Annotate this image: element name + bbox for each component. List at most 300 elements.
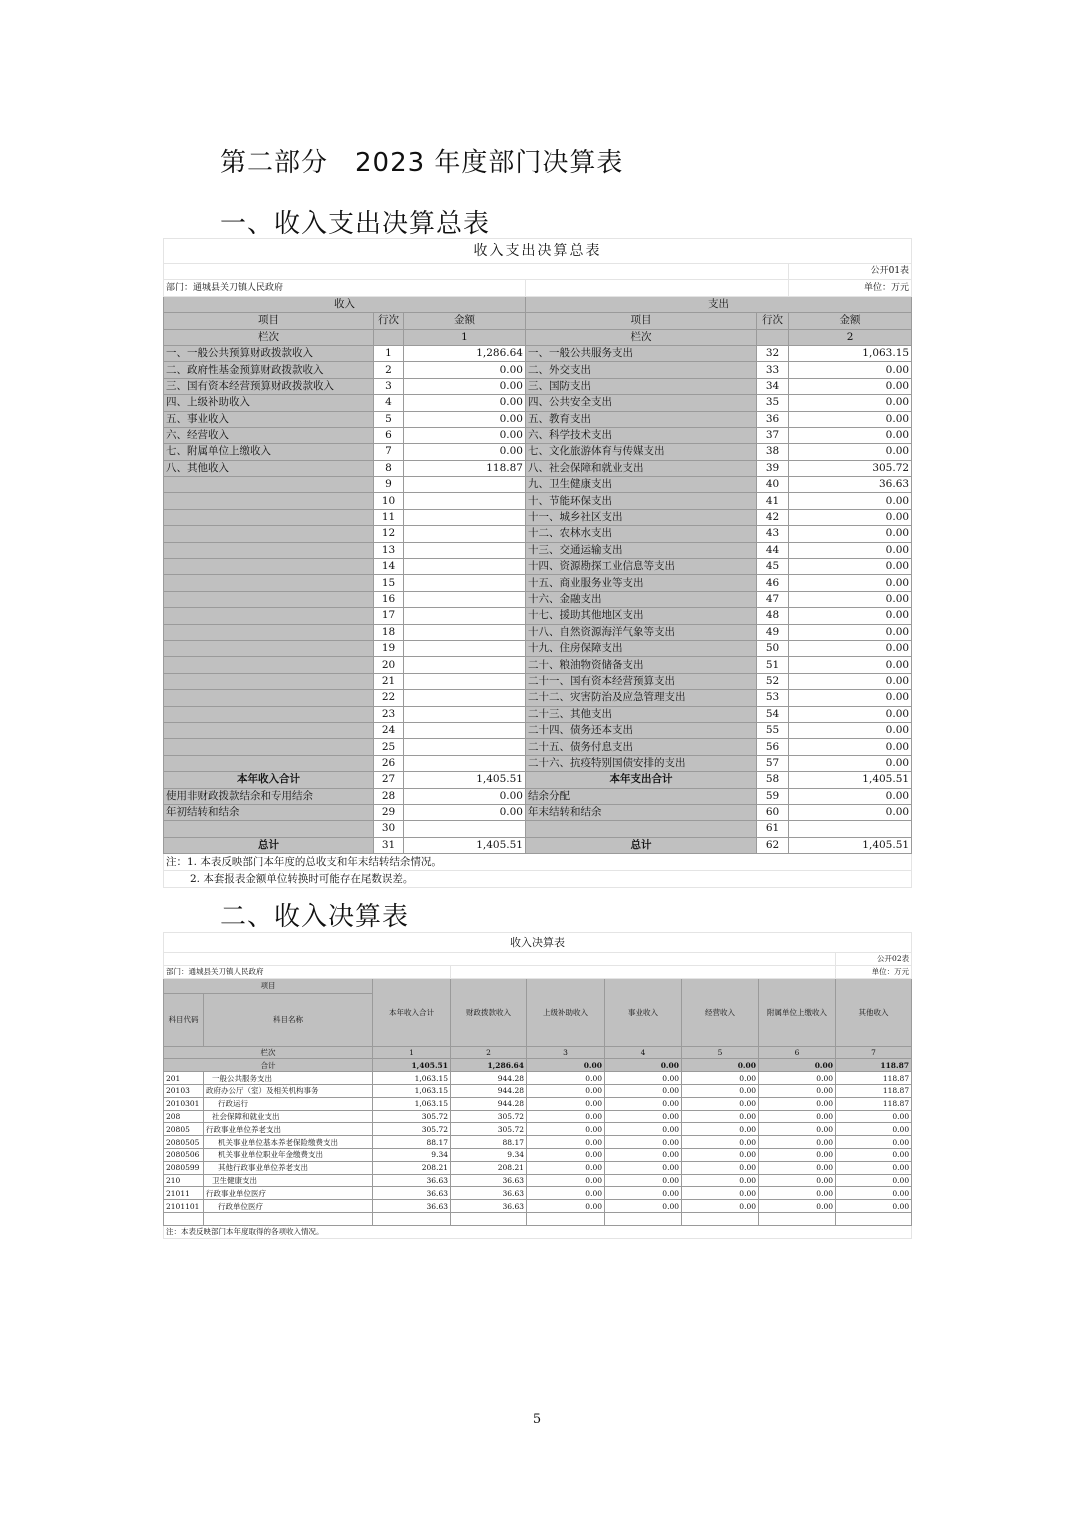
expense-item-name: 十五、商业服务业等支出 — [526, 575, 757, 591]
table-row — [164, 427, 912, 443]
income-value: 9.34 — [451, 1148, 527, 1161]
expense-item-name: 二十一、国有资本经营预算支出 — [526, 673, 757, 689]
part-heading: 第二部分 2023 年度部门决算表 — [220, 148, 624, 178]
expense-item-name: 年末结转和结余 — [526, 804, 757, 820]
income-item-name — [164, 477, 374, 493]
income-row-no: 13 — [374, 542, 404, 558]
section-heading-income: 二、收入决算表 — [220, 902, 410, 932]
lanci-number: 7 — [836, 1046, 912, 1059]
expense-item-name: 二十二、灾害防治及应急管理支出 — [526, 690, 757, 706]
income-item-name — [164, 542, 374, 558]
lanci-number: 2 — [451, 1046, 527, 1059]
expense-item-name: 十三、交通运输支出 — [526, 542, 757, 558]
income-value: 1,063.15 — [373, 1097, 451, 1110]
income-row-no: 31 — [374, 837, 404, 853]
income-value: 1,063.15 — [373, 1072, 451, 1085]
table-row — [164, 526, 912, 542]
expense-amount: 36.63 — [789, 477, 912, 493]
expense-amount: 0.00 — [789, 395, 912, 411]
income-row-no: 11 — [374, 509, 404, 525]
income-row-no: 15 — [374, 575, 404, 591]
income-amount: 1,405.51 — [404, 772, 526, 788]
expense-item-name: 十四、资源勘探工业信息等支出 — [526, 559, 757, 575]
table-row — [164, 788, 912, 804]
income-row-no: 27 — [374, 772, 404, 788]
income-value: 0.00 — [605, 1148, 682, 1161]
income-value: 0.00 — [759, 1161, 836, 1174]
income-item-name — [164, 690, 374, 706]
income-value: 118.87 — [836, 1084, 912, 1097]
income-value: 305.72 — [373, 1123, 451, 1136]
table-row — [164, 722, 912, 738]
income-item-name — [164, 821, 374, 837]
table2-dept: 部门：通城县关刀镇人民政府 — [164, 965, 451, 978]
income-amount — [404, 575, 526, 591]
income-amount: 0.00 — [404, 362, 526, 378]
expense-row-no: 50 — [757, 640, 789, 656]
col-row: 行次 — [757, 313, 789, 329]
income-row-no: 24 — [374, 722, 404, 738]
income-item-name — [164, 706, 374, 722]
expense-item-name: 十七、援助其他地区支出 — [526, 608, 757, 624]
expense-item-name: 二十六、抗疫特别国债安排的支出 — [526, 755, 757, 771]
expense-amount: 0.00 — [789, 804, 912, 820]
income-item-name — [164, 722, 374, 738]
table-row — [164, 1110, 912, 1123]
table-row — [164, 673, 912, 689]
col-amount: 金额 — [789, 313, 912, 329]
income-item-name: 六、经营收入 — [164, 427, 374, 443]
table-row — [164, 624, 912, 640]
income-value: 0.00 — [836, 1136, 912, 1149]
col-amount: 金额 — [404, 313, 526, 329]
expense-item-name: 十八、自然资源海洋气象等支出 — [526, 624, 757, 640]
subject-name: 卫生健康支出 — [204, 1174, 373, 1187]
income-value: 36.63 — [451, 1200, 527, 1213]
income-amount — [404, 755, 526, 771]
income-value: 305.72 — [451, 1123, 527, 1136]
income-value: 0.00 — [759, 1084, 836, 1097]
expense-row-no: 49 — [757, 624, 789, 640]
table-row — [164, 411, 912, 427]
table-row — [164, 690, 912, 706]
expense-row-no: 33 — [757, 362, 789, 378]
income-row-no: 14 — [374, 559, 404, 575]
income-value: 88.17 — [451, 1136, 527, 1149]
col-fiscal: 财政拨款收入 — [451, 978, 527, 1046]
table1-title: 收入支出决算总表 — [164, 239, 912, 264]
col-code: 科目代码 — [164, 993, 204, 1046]
income-value: 0.00 — [836, 1161, 912, 1174]
table2-title: 收入决算表 — [164, 933, 912, 953]
subject-name: 行政事业单位养老支出 — [204, 1123, 373, 1136]
table-row — [164, 559, 912, 575]
income-value: 0.00 — [605, 1136, 682, 1149]
income-item-name: 本年收入合计 — [164, 772, 374, 788]
income-value: 0.00 — [836, 1123, 912, 1136]
income-item-name — [164, 509, 374, 525]
expense-row-no: 37 — [757, 427, 789, 443]
income-value: 0.00 — [605, 1110, 682, 1123]
income-item-name: 年初结转和结余 — [164, 804, 374, 820]
expense-row-no: 44 — [757, 542, 789, 558]
income-amount — [404, 477, 526, 493]
income-row-no: 10 — [374, 493, 404, 509]
income-value: 0.00 — [527, 1110, 605, 1123]
table1-dept: 部门：通城县关刀镇人民政府 — [164, 280, 526, 296]
col-name: 科目名称 — [204, 993, 373, 1046]
subject-code: 2080506 — [164, 1148, 204, 1161]
income-row-no: 22 — [374, 690, 404, 706]
expense-row-no: 53 — [757, 690, 789, 706]
sum-value: 1,286.64 — [451, 1059, 527, 1072]
expense-item-name: 九、卫生健康支出 — [526, 477, 757, 493]
expense-amount: 0.00 — [789, 640, 912, 656]
expense-row-no: 51 — [757, 657, 789, 673]
sum-value: 0.00 — [605, 1059, 682, 1072]
sum-value: 0.00 — [682, 1059, 759, 1072]
table1-form-no: 公开01表 — [789, 264, 912, 280]
subject-name: 社会保障和就业支出 — [204, 1110, 373, 1123]
income-amount: 0.00 — [404, 411, 526, 427]
expense-item-name: 结余分配 — [526, 788, 757, 804]
subject-code: 2010301 — [164, 1097, 204, 1110]
income-value: 0.00 — [759, 1123, 836, 1136]
table-row — [164, 591, 912, 607]
table2-note: 注：本表反映部门本年度取得的各项收入情况。 — [164, 1225, 912, 1238]
income-row-no: 8 — [374, 460, 404, 476]
income-amount — [404, 608, 526, 624]
income-amount — [404, 690, 526, 706]
table-row — [164, 755, 912, 771]
expense-row-no: 36 — [757, 411, 789, 427]
expense-item-name: 十二、农林水支出 — [526, 526, 757, 542]
income-value: 0.00 — [527, 1187, 605, 1200]
income-value: 0.00 — [759, 1200, 836, 1213]
income-value: 0.00 — [682, 1136, 759, 1149]
income-table — [163, 932, 912, 1239]
expense-item-name: 三、国防支出 — [526, 378, 757, 394]
table-row — [164, 837, 912, 853]
table2-unit: 单位：万元 — [836, 965, 912, 978]
income-value: 36.63 — [451, 1187, 527, 1200]
expense-row-no: 38 — [757, 444, 789, 460]
income-value: 0.00 — [682, 1097, 759, 1110]
income-row-no: 25 — [374, 739, 404, 755]
income-value: 944.28 — [451, 1097, 527, 1110]
expense-item-name — [526, 821, 757, 837]
income-value: 0.00 — [682, 1084, 759, 1097]
income-value: 0.00 — [527, 1161, 605, 1174]
income-value: 0.00 — [682, 1123, 759, 1136]
income-row-no: 21 — [374, 673, 404, 689]
income-value: 0.00 — [682, 1187, 759, 1200]
section-heading-income-expense: 一、收入支出决算总表 — [220, 209, 491, 239]
income-value: 0.00 — [682, 1161, 759, 1174]
expense-amount: 0.00 — [789, 362, 912, 378]
income-row-no: 16 — [374, 591, 404, 607]
expense-amount — [789, 821, 912, 837]
income-value: 0.00 — [682, 1148, 759, 1161]
subject-code: 20805 — [164, 1123, 204, 1136]
expense-amount: 0.00 — [789, 624, 912, 640]
income-item-name — [164, 608, 374, 624]
expense-item-name: 七、文化旅游体育与传媒支出 — [526, 444, 757, 460]
expense-item-name: 二十五、债务付息支出 — [526, 739, 757, 755]
expense-item-name: 十、节能环保支出 — [526, 493, 757, 509]
income-value: 0.00 — [605, 1161, 682, 1174]
income-row-no: 28 — [374, 788, 404, 804]
table-row — [164, 575, 912, 591]
income-item-name: 七、附属单位上缴收入 — [164, 444, 374, 460]
col-item: 项目 — [164, 313, 374, 329]
expense-row-no: 45 — [757, 559, 789, 575]
subject-name: 政府办公厅（室）及相关机构事务 — [204, 1084, 373, 1097]
income-row-no: 19 — [374, 640, 404, 656]
expense-row-no: 35 — [757, 395, 789, 411]
table-row — [164, 1200, 912, 1213]
income-amount — [404, 559, 526, 575]
income-value: 0.00 — [605, 1200, 682, 1213]
income-value: 944.28 — [451, 1072, 527, 1085]
expense-amount: 0.00 — [789, 427, 912, 443]
expense-row-no: 40 — [757, 477, 789, 493]
income-value: 208.21 — [451, 1161, 527, 1174]
expense-amount: 0.00 — [789, 722, 912, 738]
table-row — [164, 739, 912, 755]
income-value: 0.00 — [605, 1084, 682, 1097]
lanci-number: 3 — [527, 1046, 605, 1059]
income-item-name — [164, 493, 374, 509]
expense-amount: 0.00 — [789, 608, 912, 624]
income-value: 0.00 — [682, 1200, 759, 1213]
subject-name: 行政运行 — [204, 1097, 373, 1110]
income-value: 36.63 — [451, 1174, 527, 1187]
table-row — [164, 1148, 912, 1161]
col-business: 事业收入 — [605, 978, 682, 1046]
table1-note-2: 2. 本套报表金额单位转换时可能存在尾数误差。 — [164, 871, 912, 888]
income-value: 0.00 — [836, 1200, 912, 1213]
income-amount — [404, 509, 526, 525]
expense-row-no: 43 — [757, 526, 789, 542]
table-row — [164, 378, 912, 394]
expense-item-name: 十九、住房保障支出 — [526, 640, 757, 656]
income-row-no: 17 — [374, 608, 404, 624]
income-item-name: 一、一般公共预算财政拨款收入 — [164, 345, 374, 361]
expense-amount: 0.00 — [789, 739, 912, 755]
expense-item-name: 六、科学技术支出 — [526, 427, 757, 443]
expense-row-no: 34 — [757, 378, 789, 394]
income-amount: 1,405.51 — [404, 837, 526, 853]
income-amount — [404, 739, 526, 755]
table1-unit: 单位：万元 — [789, 280, 912, 296]
income-value: 305.72 — [373, 1110, 451, 1123]
income-amount — [404, 706, 526, 722]
expense-row-no: 62 — [757, 837, 789, 853]
col-superior: 上级补助收入 — [527, 978, 605, 1046]
expense-row-no: 56 — [757, 739, 789, 755]
table-row — [164, 444, 912, 460]
expense-item-name: 四、公共安全支出 — [526, 395, 757, 411]
income-item-name — [164, 624, 374, 640]
table-row — [164, 1084, 912, 1097]
subject-code: 2080505 — [164, 1136, 204, 1149]
income-value: 0.00 — [605, 1174, 682, 1187]
income-item-name: 三、国有资本经营预算财政拨款收入 — [164, 378, 374, 394]
table-row — [164, 493, 912, 509]
income-value: 0.00 — [682, 1072, 759, 1085]
income-row-no: 9 — [374, 477, 404, 493]
col-project: 项目 — [164, 978, 373, 993]
expense-amount: 0.00 — [789, 690, 912, 706]
income-row-no: 5 — [374, 411, 404, 427]
income-amount: 0.00 — [404, 804, 526, 820]
income-item-name — [164, 559, 374, 575]
subject-name: 其他行政事业单位养老支出 — [204, 1161, 373, 1174]
income-value: 305.72 — [451, 1110, 527, 1123]
income-expense-summary-table — [163, 238, 912, 888]
table-row — [164, 542, 912, 558]
expense-amount: 0.00 — [789, 526, 912, 542]
income-row-no: 23 — [374, 706, 404, 722]
table1-note-1: 注：1. 本表反映部门本年度的总收支和年末结转结余情况。 — [164, 854, 912, 871]
col-row: 行次 — [374, 313, 404, 329]
sum-value: 1,405.51 — [373, 1059, 451, 1072]
income-value: 944.28 — [451, 1084, 527, 1097]
income-amount: 118.87 — [404, 460, 526, 476]
col-item: 项目 — [526, 313, 757, 329]
expense-amount: 0.00 — [789, 378, 912, 394]
expense-item-name: 二十三、其他支出 — [526, 706, 757, 722]
income-value: 0.00 — [527, 1136, 605, 1149]
expense-item-name: 二十四、债务还本支出 — [526, 722, 757, 738]
expense-amount: 0.00 — [789, 575, 912, 591]
income-value: 0.00 — [527, 1174, 605, 1187]
subject-code: 201 — [164, 1072, 204, 1085]
table-row — [164, 1097, 912, 1110]
income-amount: 0.00 — [404, 788, 526, 804]
expense-item-name: 本年支出合计 — [526, 772, 757, 788]
expense-amount: 0.00 — [789, 657, 912, 673]
subject-name: 机关事业单位基本养老保险缴费支出 — [204, 1136, 373, 1149]
income-item-name: 五、事业收入 — [164, 411, 374, 427]
lanci-number: 4 — [605, 1046, 682, 1059]
expense-row-no: 59 — [757, 788, 789, 804]
income-value: 0.00 — [759, 1072, 836, 1085]
income-value: 118.87 — [836, 1097, 912, 1110]
income-value: 0.00 — [759, 1097, 836, 1110]
sum-value: 0.00 — [759, 1059, 836, 1072]
expense-amount: 1,405.51 — [789, 772, 912, 788]
income-amount — [404, 657, 526, 673]
income-amount — [404, 493, 526, 509]
sum-value: 118.87 — [836, 1059, 912, 1072]
expense-amount: 0.00 — [789, 444, 912, 460]
expense-row-no: 61 — [757, 821, 789, 837]
income-row-no: 7 — [374, 444, 404, 460]
table-row — [164, 1187, 912, 1200]
income-value: 0.00 — [527, 1200, 605, 1213]
lanci-label: 栏次 — [164, 1046, 373, 1059]
income-value: 0.00 — [527, 1072, 605, 1085]
income-row-no: 3 — [374, 378, 404, 394]
expense-row-no: 46 — [757, 575, 789, 591]
income-row-no: 20 — [374, 657, 404, 673]
income-value: 0.00 — [605, 1187, 682, 1200]
income-amount — [404, 640, 526, 656]
expense-amount: 0.00 — [789, 542, 912, 558]
col-other: 其他收入 — [836, 978, 912, 1046]
table-row — [164, 706, 912, 722]
income-value: 9.34 — [373, 1148, 451, 1161]
income-value: 1,063.15 — [373, 1084, 451, 1097]
expense-item-name: 二、外交支出 — [526, 362, 757, 378]
income-amount — [404, 673, 526, 689]
lanci-number: 5 — [682, 1046, 759, 1059]
expense-amount: 0.00 — [789, 788, 912, 804]
expense-row-no: 54 — [757, 706, 789, 722]
income-amount — [404, 591, 526, 607]
income-value: 0.00 — [605, 1072, 682, 1085]
expense-amount: 1,063.15 — [789, 345, 912, 361]
income-amount — [404, 526, 526, 542]
income-amount: 0.00 — [404, 444, 526, 460]
income-amount: 0.00 — [404, 427, 526, 443]
income-value: 0.00 — [605, 1097, 682, 1110]
income-row-no: 30 — [374, 821, 404, 837]
expense-row-no: 41 — [757, 493, 789, 509]
expense-row-no: 32 — [757, 345, 789, 361]
income-value: 0.00 — [759, 1136, 836, 1149]
income-value: 36.63 — [373, 1200, 451, 1213]
income-item-name: 四、上级补助收入 — [164, 395, 374, 411]
income-value: 0.00 — [759, 1110, 836, 1123]
expense-header: 支出 — [526, 296, 912, 312]
income-row-no: 18 — [374, 624, 404, 640]
income-amount: 0.00 — [404, 378, 526, 394]
expense-row-no: 55 — [757, 722, 789, 738]
income-value: 0.00 — [759, 1148, 836, 1161]
expense-amount: 0.00 — [789, 411, 912, 427]
subject-name: 一般公共服务支出 — [204, 1072, 373, 1085]
income-value: 88.17 — [373, 1136, 451, 1149]
table-row — [164, 804, 912, 820]
table-row — [164, 1072, 912, 1085]
income-amount — [404, 821, 526, 837]
income-value: 0.00 — [527, 1097, 605, 1110]
table-row — [164, 1174, 912, 1187]
income-amount — [404, 722, 526, 738]
income-item-name: 二、政府性基金预算财政拨款收入 — [164, 362, 374, 378]
subject-code: 2080599 — [164, 1161, 204, 1174]
lanci-label: 栏次 — [164, 329, 374, 345]
expense-row-no: 58 — [757, 772, 789, 788]
income-value: 36.63 — [373, 1174, 451, 1187]
table-row — [164, 362, 912, 378]
income-item-name: 八、其他收入 — [164, 460, 374, 476]
income-value: 0.00 — [836, 1148, 912, 1161]
subject-name: 机关事业单位职业年金缴费支出 — [204, 1148, 373, 1161]
table-row — [164, 608, 912, 624]
income-value: 0.00 — [527, 1084, 605, 1097]
expense-row-no: 47 — [757, 591, 789, 607]
income-value: 0.00 — [836, 1174, 912, 1187]
expense-item-name: 一、一般公共服务支出 — [526, 345, 757, 361]
expense-amount: 305.72 — [789, 460, 912, 476]
expense-item-name: 十六、金融支出 — [526, 591, 757, 607]
income-item-name: 总计 — [164, 837, 374, 853]
sum-value: 0.00 — [527, 1059, 605, 1072]
